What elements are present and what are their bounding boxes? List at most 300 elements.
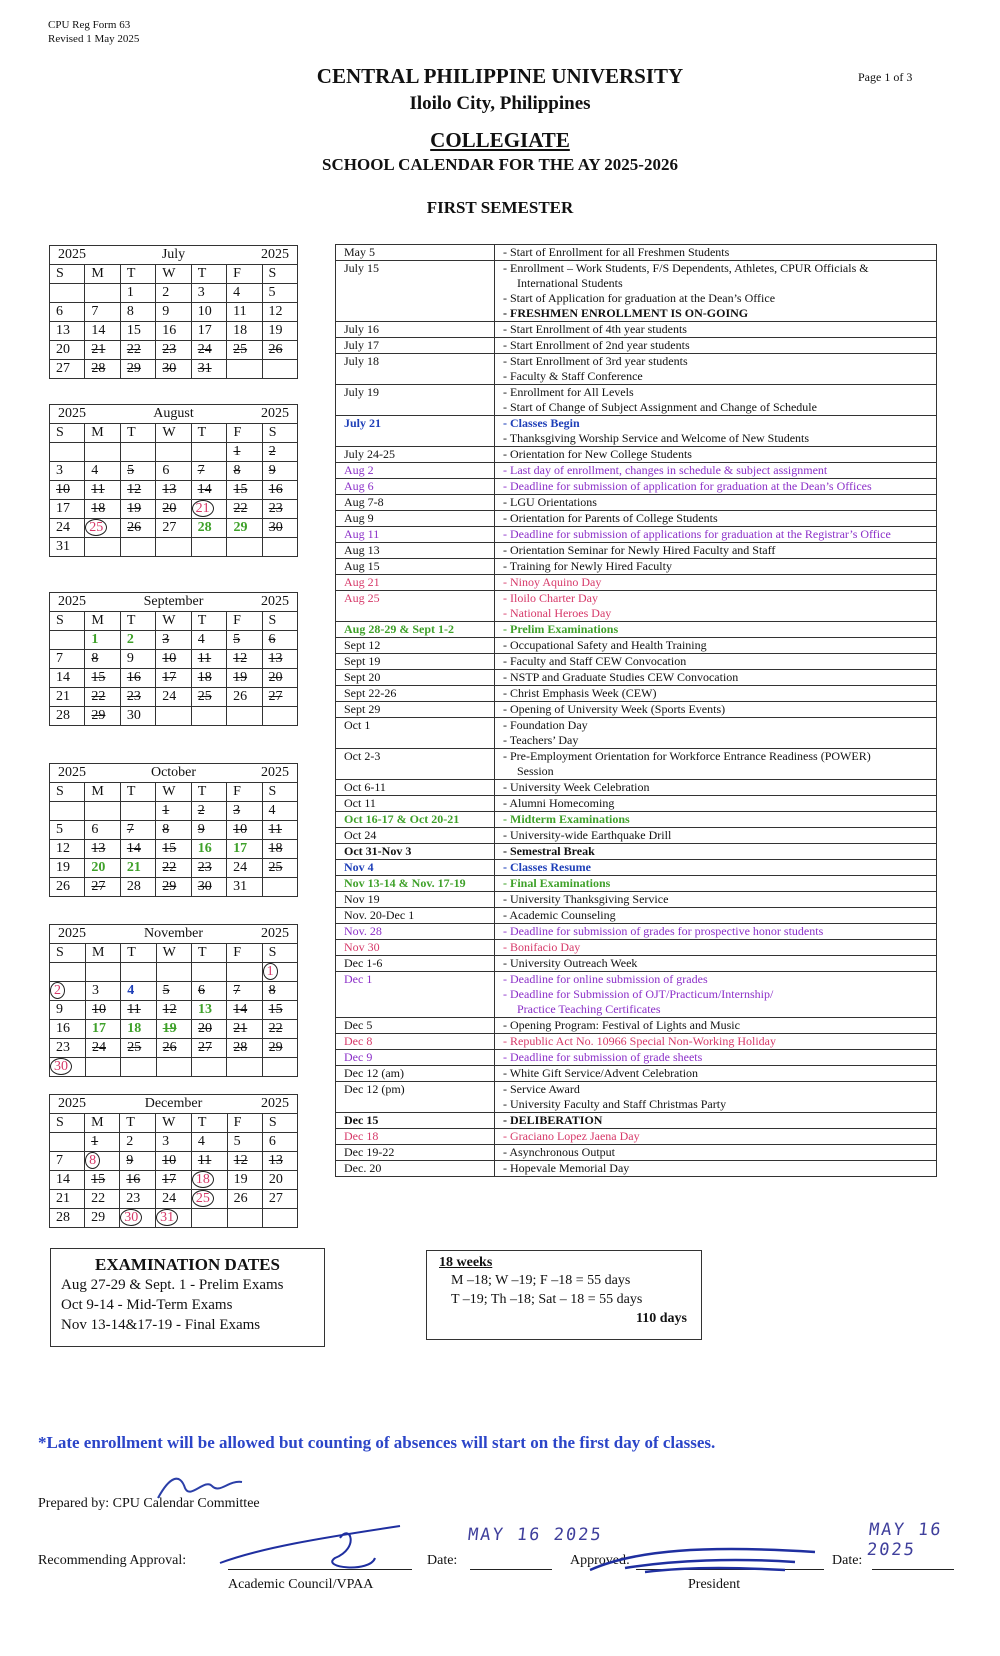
day-number: 18 (192, 1171, 214, 1188)
event-line: - LGU Orientations (503, 495, 597, 509)
calendar-day (50, 1020, 86, 1039)
day-number: 24 (233, 860, 248, 875)
event-date: Nov 30 (336, 940, 495, 956)
calendar-day (156, 1001, 191, 1020)
weekday-label: F (227, 612, 262, 631)
calendar-day (262, 341, 297, 360)
event-description (495, 575, 937, 591)
weekday-label: S (262, 265, 297, 284)
calendar-day (262, 1058, 297, 1077)
day-number: 10 (162, 651, 177, 666)
event-line: Practice Teaching Certificates (517, 1002, 661, 1016)
calendar-day (50, 688, 85, 707)
day-number: 17 (162, 670, 177, 685)
event-row (336, 686, 937, 702)
event-row (336, 638, 937, 654)
day-number: 22 (233, 501, 248, 516)
event-date: Aug 6 (336, 479, 495, 495)
day-number: 7 (197, 463, 205, 478)
calendar-day (191, 1209, 227, 1228)
day-number: 12 (233, 1153, 248, 1168)
calendar-day (227, 360, 262, 379)
day-number: 12 (233, 651, 248, 666)
day-number: 21 (192, 500, 214, 517)
calendar-month-header (50, 246, 298, 265)
calendar-day (191, 802, 226, 821)
council-label: Academic Council/VPAA (228, 1577, 374, 1592)
day-number: 16 (56, 1021, 70, 1036)
day-number: 8 (91, 651, 99, 666)
calendar-day (120, 322, 155, 341)
calendar-day (50, 1190, 85, 1209)
day-number: 15 (162, 841, 177, 856)
event-line: - Classes Resume (503, 860, 591, 874)
calendar-day (156, 631, 191, 650)
calendar-day (50, 1058, 86, 1077)
calendar-day (227, 707, 262, 726)
event-date: Aug 13 (336, 543, 495, 559)
month-header-text: 2025 (261, 594, 289, 609)
event-date: Sept 19 (336, 654, 495, 670)
event-line: - Midterm Examinations (503, 812, 630, 826)
calendar-day (120, 631, 155, 650)
day-number: 7 (56, 651, 63, 666)
calendar-month-header (50, 764, 298, 783)
event-description (495, 559, 937, 575)
day-number: 8 (126, 304, 134, 319)
event-date: Oct 2-3 (336, 749, 495, 780)
form-code-text: CPU Reg Form 63 (48, 19, 131, 31)
event-line: - Orientation for New College Students (503, 447, 692, 461)
event-description (495, 812, 937, 828)
calendar-day (227, 500, 262, 519)
weekday-label: T (191, 1114, 227, 1133)
event-line: - Deadline for submission of grades for prospective honor students (503, 924, 824, 938)
day-number: 23 (56, 1040, 70, 1055)
event-date: Dec 18 (336, 1129, 495, 1145)
weeks-line: T –19; Th –18; Sat – 18 = 55 days (451, 1292, 643, 1307)
event-line: - Start of Application for graduation at the Dean’s Office (503, 291, 776, 305)
event-row (336, 1066, 937, 1082)
month-header-text: 2025 (58, 247, 86, 262)
calendar-day (227, 821, 262, 840)
calendar-day (227, 802, 262, 821)
event-date: May 5 (336, 245, 495, 261)
event-date: Sept 22-26 (336, 686, 495, 702)
day-number: 20 (56, 342, 70, 357)
event-row (336, 479, 937, 495)
weekday-label: S (262, 1114, 297, 1133)
event-description (495, 591, 937, 622)
calendar-day (227, 1133, 262, 1152)
event-description (495, 261, 937, 322)
calendar-day (262, 878, 297, 897)
calendar-day (85, 538, 121, 557)
day-number: 13 (197, 1002, 212, 1017)
day-number: 5 (233, 1134, 241, 1149)
weekday-label: M (85, 783, 120, 802)
event-line: - Semestral Break (503, 844, 595, 858)
event-row (336, 876, 937, 892)
college-title: COLLEGIATE (430, 128, 570, 152)
event-date: Nov. 28 (336, 924, 495, 940)
calendar-day (85, 1020, 120, 1039)
weekday-label: T (121, 424, 156, 443)
calendar-day (85, 802, 120, 821)
calendar-day (85, 341, 120, 360)
day-number: 24 (91, 1040, 106, 1055)
day-number: 31 (56, 539, 70, 554)
day-number: 22 (126, 342, 141, 357)
day-number: 13 (268, 1153, 283, 1168)
calendar-day (156, 284, 191, 303)
month-header-text: August (153, 406, 194, 421)
event-date: Oct 11 (336, 796, 495, 812)
weekday-label: W (156, 1114, 192, 1133)
calendar-day (50, 1171, 85, 1190)
calendar-month-header (50, 1095, 298, 1114)
day-number: 9 (162, 304, 170, 319)
event-row (336, 385, 937, 416)
event-date: Nov 19 (336, 892, 495, 908)
weeks-total: 110 days (636, 1311, 687, 1326)
calendar-day (227, 462, 262, 481)
calendar-day (227, 859, 262, 878)
day-number: 14 (56, 1172, 70, 1187)
day-number: 4 (268, 803, 276, 818)
month-header-text: 2025 (58, 926, 86, 941)
event-date: Sept 12 (336, 638, 495, 654)
day-number: 3 (162, 632, 170, 647)
calendar-day (50, 322, 85, 341)
day-number: 20 (268, 1172, 283, 1187)
calendar-day (191, 1133, 227, 1152)
day-number: 4 (91, 463, 99, 478)
weekday-label: W (156, 265, 191, 284)
calendar-day (262, 631, 297, 650)
date-line (872, 1569, 954, 1570)
day-number: 2 (126, 1134, 134, 1149)
day-number: 15 (91, 670, 106, 685)
event-row (336, 972, 937, 1018)
calendar-day (262, 982, 297, 1001)
calendar-day (191, 1152, 227, 1171)
weekday-label: S (50, 944, 86, 963)
calendar-day (120, 802, 155, 821)
day-number: 16 (162, 323, 177, 338)
event-description (495, 924, 937, 940)
weeks-line: M –18; W –19; F –18 = 55 days (451, 1273, 631, 1288)
calendar-day (50, 802, 85, 821)
event-date: Dec 5 (336, 1018, 495, 1034)
event-row (336, 245, 937, 261)
date-stamp: MAY 16 2025 (466, 1525, 604, 1545)
event-row (336, 591, 937, 622)
day-number: 15 (126, 323, 141, 338)
event-description (495, 780, 937, 796)
event-line: - Training for Newly Hired Faculty (503, 559, 672, 573)
event-date: Nov 4 (336, 860, 495, 876)
event-row (336, 416, 937, 447)
calendar-day (227, 303, 262, 322)
calendar-day (191, 1058, 226, 1077)
calendar-day (227, 322, 262, 341)
event-date: Aug 9 (336, 511, 495, 527)
event-row (336, 527, 937, 543)
event-date: Oct 24 (336, 828, 495, 844)
president-label: President (688, 1577, 741, 1592)
calendar-day (227, 840, 262, 859)
event-description (495, 416, 937, 447)
calendar-day (227, 1020, 262, 1039)
weekday-label: T (120, 783, 155, 802)
day-number: 4 (197, 632, 205, 647)
event-line: - Republic Act No. 10966 Special Non-Working Holiday (503, 1034, 776, 1048)
event-row (336, 796, 937, 812)
day-number: 11 (127, 1002, 141, 1017)
calendar-day (120, 1152, 156, 1171)
weekday-label: T (120, 1114, 156, 1133)
exam-line: Aug 27-29 & Sept. 1 - Prelim Exams (61, 1277, 284, 1293)
day-number: 6 (268, 1134, 276, 1149)
month-header-text: 2025 (260, 406, 289, 421)
day-number: 6 (162, 463, 170, 478)
day-number: 31 (233, 879, 248, 894)
event-description (495, 718, 937, 749)
calendar-day (191, 443, 227, 462)
day-number: 2 (268, 444, 276, 459)
form-code (48, 18, 139, 46)
calendar-day (262, 284, 297, 303)
event-row (336, 860, 937, 876)
calendar-day (191, 1020, 226, 1039)
day-number: 12 (162, 1002, 177, 1017)
weekday-label: S (50, 612, 85, 631)
calendar-day (120, 840, 155, 859)
day-number: 28 (56, 708, 70, 723)
day-number: 18 (233, 323, 248, 338)
day-number: 16 (268, 482, 283, 497)
calendar-day (156, 462, 191, 481)
exam-dates-box (50, 1248, 325, 1347)
event-description (495, 463, 937, 479)
day-number: 26 (233, 1191, 248, 1206)
calendar-day (120, 1133, 156, 1152)
calendar-day (191, 1171, 227, 1190)
day-number: 3 (197, 285, 205, 300)
event-line: - Academic Counseling (503, 908, 616, 922)
exam-dates-title: EXAMINATION DATES (95, 1255, 280, 1274)
day-number: 11 (268, 822, 283, 837)
calendar-month-header (50, 593, 298, 612)
weekday-label: S (262, 612, 297, 631)
day-number: 10 (197, 304, 212, 319)
day-number: 19 (127, 501, 142, 516)
day-number: 27 (56, 361, 70, 376)
day-number: 28 (197, 520, 212, 535)
event-description (495, 354, 937, 385)
calendar-day (227, 284, 262, 303)
event-line: - Thanksgiving Worship Service and Welcome of New Students (503, 431, 810, 445)
day-number: 31 (197, 361, 212, 376)
calendar-day (156, 669, 191, 688)
calendar-day (227, 631, 262, 650)
calendar-day (121, 500, 156, 519)
day-number: 21 (56, 1191, 70, 1206)
calendar-day (156, 443, 191, 462)
calendar-day (120, 360, 155, 379)
calendar-day (191, 303, 226, 322)
day-number: 9 (126, 651, 134, 666)
calendar-day (227, 669, 262, 688)
weekday-label: T (121, 944, 156, 963)
day-number: 23 (162, 342, 177, 357)
calendar-day (156, 878, 191, 897)
event-description (495, 940, 937, 956)
day-number: 7 (126, 822, 134, 837)
weekday-label: S (262, 424, 297, 443)
day-number: 20 (162, 501, 177, 516)
day-number: 30 (268, 520, 283, 535)
day-number: 25 (192, 1190, 214, 1207)
calendar-day (121, 1020, 156, 1039)
event-description (495, 1066, 937, 1082)
calendar-day (121, 963, 156, 982)
day-number: 2 (162, 285, 170, 300)
event-row (336, 749, 937, 780)
calendar-day (227, 878, 262, 897)
day-number: 24 (56, 520, 70, 535)
weekday-label: S (50, 265, 85, 284)
day-number: 28 (126, 879, 141, 894)
event-date: July 19 (336, 385, 495, 416)
day-number: 2 (197, 803, 205, 818)
date-label: Date: (832, 1553, 863, 1568)
weekday-label: M (85, 944, 120, 963)
calendar-day (50, 284, 85, 303)
day-number: 28 (56, 1210, 70, 1225)
event-line: - Deadline for submission of application for graduation at the Dean’s Offices (503, 479, 872, 493)
event-line: - DELIBERATION (503, 1113, 603, 1127)
calendar-day (50, 341, 85, 360)
event-date: July 15 (336, 261, 495, 322)
calendar-month-header (50, 925, 298, 944)
day-number: 2 (50, 982, 65, 999)
event-description (495, 892, 937, 908)
day-number: 14 (197, 482, 212, 497)
calendar-day (156, 688, 191, 707)
calendar-day (85, 443, 121, 462)
calendar-day (262, 1171, 297, 1190)
event-row (336, 780, 937, 796)
day-number: 11 (197, 1153, 212, 1168)
event-date: July 16 (336, 322, 495, 338)
late-enrollment-note: *Late enrollment will be allowed but counting of absences will start on the first day of classes. (38, 1433, 716, 1452)
event-row (336, 495, 937, 511)
day-number: 26 (56, 879, 70, 894)
month-header-text: October (150, 765, 197, 780)
calendar-day (50, 519, 85, 538)
day-number: 30 (120, 1209, 142, 1226)
calendar-day (85, 1001, 120, 1020)
calendar-day (121, 481, 156, 500)
event-line: - Final Examinations (503, 876, 611, 890)
day-number: 21 (126, 860, 141, 875)
day-number: 28 (91, 361, 106, 376)
signature-council (200, 1518, 410, 1578)
event-line: - Orientation for Parents of College Students (503, 511, 718, 525)
event-date: July 21 (336, 416, 495, 447)
calendar-day (262, 462, 297, 481)
day-number: 23 (197, 860, 212, 875)
calendar-day (227, 538, 262, 557)
day-number: 8 (268, 983, 276, 998)
event-description (495, 844, 937, 860)
day-number: 9 (56, 1002, 63, 1017)
calendar-day (85, 963, 120, 982)
event-line: - Christ Emphasis Week (CEW) (503, 686, 657, 700)
day-number: 6 (91, 822, 99, 837)
calendar-day (156, 500, 191, 519)
day-number: 23 (126, 689, 141, 704)
day-number: 3 (56, 463, 63, 478)
date-stamp: MAY 16 2025 (865, 1520, 944, 1560)
day-number: 8 (162, 822, 170, 837)
calendar-day (50, 360, 85, 379)
calendar-day (50, 303, 85, 322)
calendar-day (156, 519, 191, 538)
event-line: - Deadline for submission of grade sheets (503, 1050, 703, 1064)
event-date: Aug 2 (336, 463, 495, 479)
event-line: - Asynchronous Output (503, 1145, 615, 1159)
calendar-day (50, 631, 85, 650)
weekday-label: S (50, 783, 85, 802)
day-number: 30 (126, 708, 141, 723)
calendar-day (191, 982, 226, 1001)
day-number: 28 (233, 1040, 248, 1055)
prepared-by: Prepared by: CPU Calendar Committee (38, 1496, 260, 1511)
calendar-day (156, 360, 191, 379)
date-line (470, 1569, 552, 1570)
event-line: - University Faculty and Staff Christmas Party (503, 1097, 727, 1111)
calendar-day (50, 963, 86, 982)
calendar-day (85, 322, 120, 341)
event-date: Dec 8 (336, 1034, 495, 1050)
event-row (336, 844, 937, 860)
event-date: Dec 12 (am) (336, 1066, 495, 1082)
calendar-day (85, 519, 121, 538)
day-number: 15 (233, 482, 248, 497)
calendar-august (49, 404, 298, 557)
calendar-day (121, 538, 156, 557)
event-row (336, 543, 937, 559)
day-number: 7 (91, 304, 99, 319)
event-line: - NSTP and Graduate Studies CEW Convocation (503, 670, 739, 684)
event-description (495, 908, 937, 924)
calendar-day (262, 1039, 297, 1058)
event-description (495, 479, 937, 495)
calendar-day (156, 303, 191, 322)
day-number: 24 (162, 1191, 177, 1206)
event-row (336, 1034, 937, 1050)
calendar-day (191, 688, 226, 707)
calendar-day (156, 1190, 192, 1209)
event-line: - Faculty & Staff Conference (503, 369, 643, 383)
day-number: 17 (91, 1021, 106, 1036)
calendar-day (156, 821, 191, 840)
event-row (336, 463, 937, 479)
day-number: 8 (233, 463, 241, 478)
